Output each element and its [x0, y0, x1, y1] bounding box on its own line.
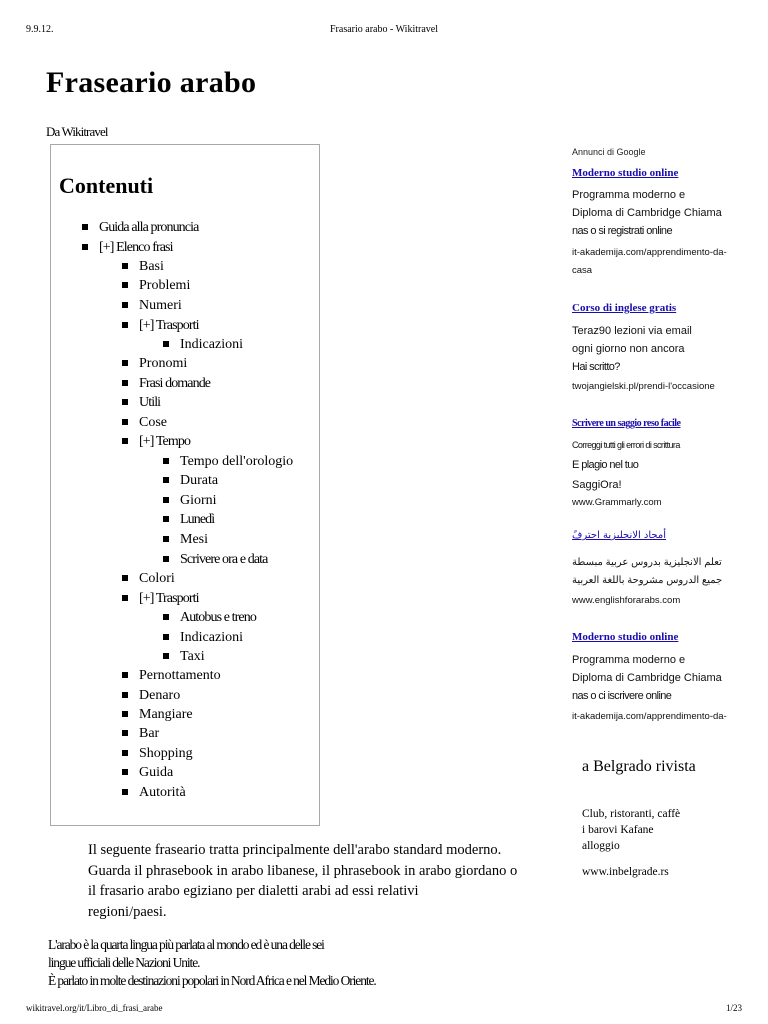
bullet-icon [122, 360, 128, 366]
toc-item-pronomi[interactable]: Pronomi [139, 354, 187, 373]
paragraph-line: L'arabo è la quarta lingua più parlata al mondo ed è una delle sei [48, 937, 324, 952]
bullet-icon [163, 341, 169, 347]
ad-1-url[interactable]: it-akademija.com/apprendimento-da- [572, 247, 727, 258]
bullet-icon [163, 653, 169, 659]
ad-5-text: Diploma di Cambridge Chiama [572, 672, 722, 684]
bullet-icon [163, 556, 169, 562]
bullet-icon [122, 769, 128, 775]
toc-title: Contenuti [59, 173, 154, 198]
ad-4-text: تعلم الانجليزية بدروس عربية مبسطة [572, 557, 722, 568]
ad-1-text: Programma moderno e [572, 189, 686, 201]
print-footer-url: wikitravel.org/it/Libro_di_frasi_arabe [26, 1003, 163, 1013]
arabic-description-paragraph [48, 936, 448, 990]
print-page-title: Frasario arabo - Wikitravel [330, 24, 438, 35]
ad-3-headline[interactable]: Scrivere un saggio reso facile [572, 418, 681, 429]
belgrade-ad-text: i barovi Kafane [582, 824, 654, 836]
toc-item-elenco-frasi[interactable]: [+] Elenco frasi [99, 238, 173, 257]
bullet-icon [122, 322, 128, 328]
bullet-icon [122, 399, 128, 405]
toc-item-tempo-orologio[interactable]: Tempo dell'orologio [180, 452, 293, 471]
bullet-icon [122, 438, 128, 444]
toc-item-guida[interactable]: Guida [139, 763, 173, 782]
bullet-icon [163, 497, 169, 503]
toc-item-utili[interactable]: Utili [139, 393, 160, 412]
intro-line: il frasario arabo egiziano per dialetti arabi ad essi relativi [88, 883, 419, 899]
paragraph-line: lingue ufficiali delle Nazioni Unite. [48, 955, 200, 970]
toc-item-trasporti-2[interactable]: [+] Trasporti [139, 589, 199, 608]
belgrade-ad-text: Club, ristoranti, caffè [582, 808, 681, 820]
print-page-number: 1/23 [725, 1003, 742, 1013]
bullet-icon [163, 516, 169, 522]
article-title: Fraseario arabo [46, 66, 257, 99]
toc-item-taxi[interactable]: Taxi [180, 647, 205, 666]
ads-label: Annunci di Google [572, 147, 646, 157]
toc-item-problemi[interactable]: Problemi [139, 276, 190, 295]
ad-4-headline[interactable]: أمجاد الانجليزية احترفً [572, 530, 667, 541]
ad-3-url[interactable]: www.Grammarly.com [572, 497, 662, 508]
toc-item-scrivere-ora-data[interactable]: Scrivere ora e data [180, 550, 267, 569]
ad-1-text: nas o si registrati online [572, 225, 672, 237]
bullet-icon [122, 730, 128, 736]
ad-1-text: Diploma di Cambridge Chiama [572, 207, 722, 219]
bullet-icon [82, 244, 88, 250]
ad-5-url[interactable]: it-akademija.com/apprendimento-da- [572, 711, 727, 722]
bullet-icon [163, 614, 169, 620]
toc-item-trasporti[interactable]: [+] Trasporti [139, 316, 199, 335]
toc-item-tempo[interactable]: [+] Tempo [139, 432, 190, 451]
belgrade-ad-url[interactable]: www.inbelgrade.rs [582, 866, 669, 878]
toc-item-lunedi[interactable]: Lunedì [180, 510, 214, 529]
bullet-icon [163, 536, 169, 542]
toc-item-autorita[interactable]: Autorità [139, 783, 186, 802]
toc-item-denaro[interactable]: Denaro [139, 686, 180, 705]
ad-5-text: Programma moderno e [572, 654, 686, 666]
toc-item-bar[interactable]: Bar [139, 724, 159, 743]
ad-1-headline[interactable]: Moderno studio online [572, 167, 679, 179]
intro-paragraph [88, 840, 538, 922]
bullet-icon [122, 692, 128, 698]
intro-line: Il seguente fraseario tratta principalmente dell'arabo standard moderno. [88, 842, 502, 858]
ad-5-headline[interactable]: Moderno studio online [572, 631, 679, 643]
ad-5-text: nas o ci iscrivere online [572, 690, 672, 702]
toc-item-cose[interactable]: Cose [139, 413, 167, 432]
belgrade-ad-title[interactable]: a Belgrado rivista [582, 758, 696, 775]
bullet-icon [122, 750, 128, 756]
toc-item-indicazioni[interactable]: Indicazioni [180, 335, 243, 354]
toc-item-giorni[interactable]: Giorni [180, 491, 217, 510]
ad-2-text: Teraz90 lezioni via email [572, 325, 692, 337]
toc-item-indicazioni-2[interactable]: Indicazioni [180, 628, 243, 647]
bullet-icon [122, 711, 128, 717]
bullet-icon [122, 672, 128, 678]
bullet-icon [122, 419, 128, 425]
ad-2-text: ogni giorno non ancora [572, 343, 685, 355]
toc-item-frasi-domande[interactable]: Frasi domande [139, 374, 210, 393]
bullet-icon [122, 595, 128, 601]
ad-2-text: Hai scritto? [572, 361, 620, 373]
toc-item-durata[interactable]: Durata [180, 471, 218, 490]
bullet-icon [163, 477, 169, 483]
bullet-icon [122, 282, 128, 288]
toc-item-autobus-treno[interactable]: Autobus e treno [180, 608, 256, 627]
paragraph-line: È parlato in molte destinazioni popolari in Nord Africa e nel Medio Oriente. [48, 973, 376, 988]
ad-2-headline[interactable]: Corso di inglese gratis [572, 302, 677, 314]
belgrade-ad-text: alloggio [582, 840, 620, 852]
intro-line: Guarda il phrasebook in arabo libanese, il phrasebook in arabo giordano o [88, 862, 518, 879]
ad-3-text: Correggi tutti gli errori di scrittura [572, 440, 680, 450]
ad-2-url[interactable]: twojangielski.pl/prendi-l'occasione [572, 381, 715, 392]
bullet-icon [122, 575, 128, 581]
ad-4-url[interactable]: www.englishforarabs.com [572, 595, 681, 606]
bullet-icon [122, 380, 128, 386]
ad-3-text: E plagio nel tuo [572, 459, 639, 471]
ad-3-text: SaggiOra! [572, 479, 622, 491]
bullet-icon [122, 302, 128, 308]
toc-item-pernottamento[interactable]: Pernottamento [139, 666, 221, 685]
toc-item-numeri[interactable]: Numeri [139, 296, 182, 315]
print-date: 9.9.12. [26, 24, 54, 35]
bullet-icon [82, 224, 88, 230]
toc-item-guida-pronuncia[interactable]: Guida alla pronuncia [99, 218, 198, 237]
article-source[interactable]: Da Wikitravel [46, 124, 108, 139]
bullet-icon [122, 263, 128, 269]
bullet-icon [163, 458, 169, 464]
toc-item-colori[interactable]: Colori [139, 569, 175, 588]
toc-item-mangiare[interactable]: Mangiare [139, 705, 193, 724]
toc-item-basi[interactable]: Basi [139, 257, 164, 276]
toc-item-shopping[interactable]: Shopping [139, 744, 193, 763]
ad-4-text: جميع الدروس مشروحة باللغة العربية [572, 575, 723, 586]
bullet-icon [122, 789, 128, 795]
toc-item-mesi[interactable]: Mesi [180, 530, 208, 549]
bullet-icon [163, 634, 169, 640]
intro-line: regioni/paesi. [88, 903, 167, 920]
ad-1-url[interactable]: casa [572, 265, 593, 276]
